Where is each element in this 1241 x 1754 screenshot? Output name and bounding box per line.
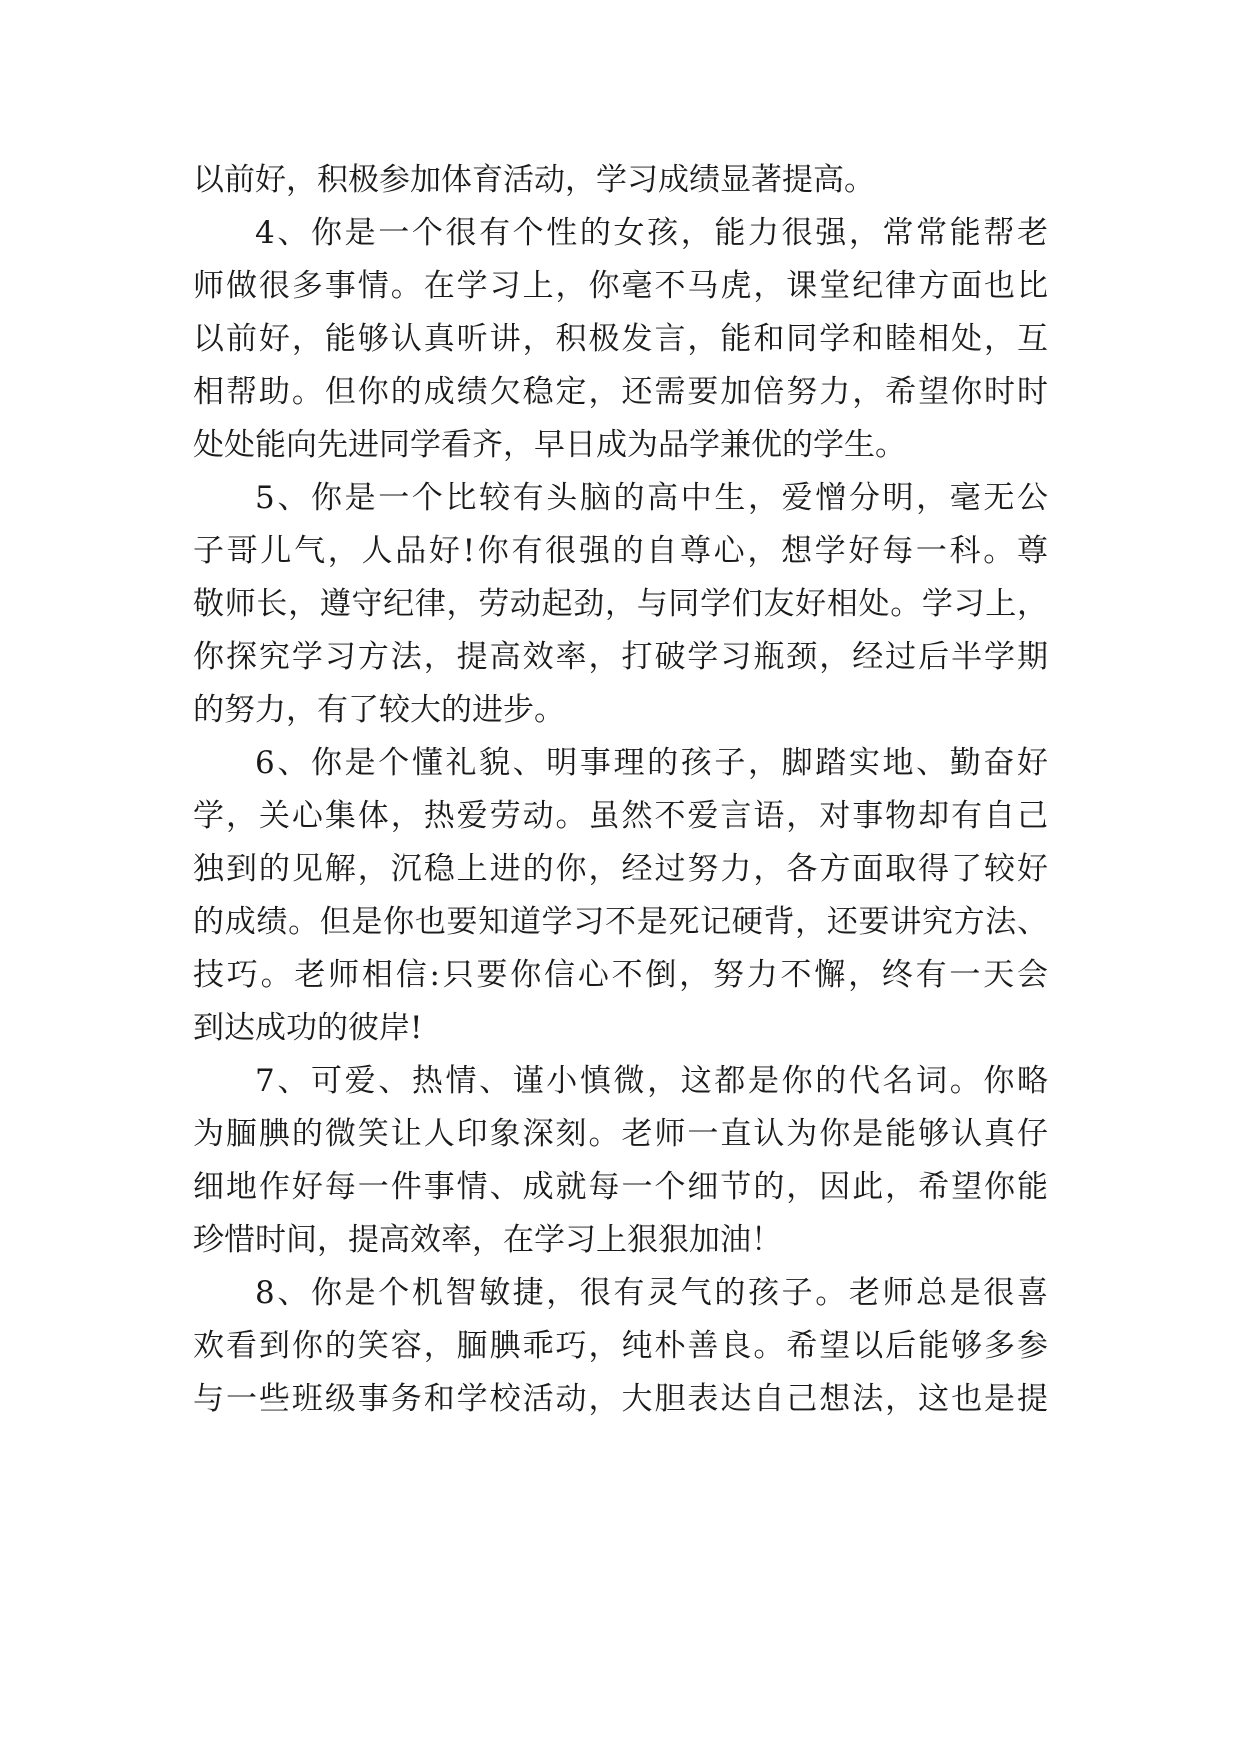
- text-line: 以前好，能够认真听讲，积极发言，能和同学和睦相处，互: [193, 321, 1048, 357]
- text-line: 到达成功的彼岸!: [193, 1010, 423, 1046]
- text-line: 8、你是个机智敏捷，很有灵气的孩子。老师总是很喜: [255, 1275, 1048, 1311]
- text-line: 细地作好每一件事情、成就每一个细节的，因此，希望你能: [193, 1169, 1048, 1205]
- body-text: [193, 154, 1048, 1426]
- text-line: 独到的见解，沉稳上进的你，经过努力，各方面取得了较好: [193, 851, 1048, 887]
- text-line: 敬师长，遵守纪律，劳动起劲，与同学们友好相处。学习上，: [193, 586, 1048, 622]
- text-line: 7、可爱、热情、谨小慎微，这都是你的代名词。你略: [255, 1063, 1048, 1099]
- text-line: 5、你是一个比较有头脑的高中生，爱憎分明，毫无公: [255, 480, 1048, 516]
- text-line: 你探究学习方法，提高效率，打破学习瓶颈，经过后半学期: [193, 639, 1048, 675]
- text-line: 珍惜时间，提高效率，在学习上狠狠加油！: [193, 1222, 782, 1258]
- text-line: 欢看到你的笑容，腼腆乖巧，纯朴善良。希望以后能够多参: [193, 1328, 1048, 1364]
- text-line: 4、你是一个很有个性的女孩，能力很强，常常能帮老: [255, 215, 1048, 251]
- text-line: 师做很多事情。在学习上，你毫不马虎，课堂纪律方面也比: [193, 268, 1048, 304]
- text-line: 的成绩。但是你也要知道学习不是死记硬背，还要讲究方法、: [193, 904, 1048, 940]
- text-line: 相帮助。但你的成绩欠稳定，还需要加倍努力，希望你时时: [193, 374, 1048, 410]
- text-line: 与一些班级事务和学校活动，大胆表达自己想法，这也是提: [193, 1381, 1048, 1417]
- text-line: 6、你是个懂礼貌、明事理的孩子，脚踏实地、勤奋好: [255, 745, 1048, 781]
- text-line: 以前好，积极参加体育活动，学习成绩显著提高。: [193, 162, 875, 198]
- text-line: 为腼腆的微笑让人印象深刻。老师一直认为你是能够认真仔: [193, 1116, 1048, 1152]
- text-line: 的努力，有了较大的进步。: [193, 692, 565, 728]
- text-line: 子哥儿气，人品好!你有很强的自尊心，想学好每一科。尊: [193, 533, 1048, 569]
- text-line: 处处能向先进同学看齐，早日成为品学兼优的学生。: [193, 427, 906, 463]
- text-line: 技巧。老师相信:只要你信心不倒，努力不懈，终有一天会: [193, 957, 1048, 993]
- text-line: 学，关心集体，热爱劳动。虽然不爱言语，对事物却有自己: [193, 798, 1048, 834]
